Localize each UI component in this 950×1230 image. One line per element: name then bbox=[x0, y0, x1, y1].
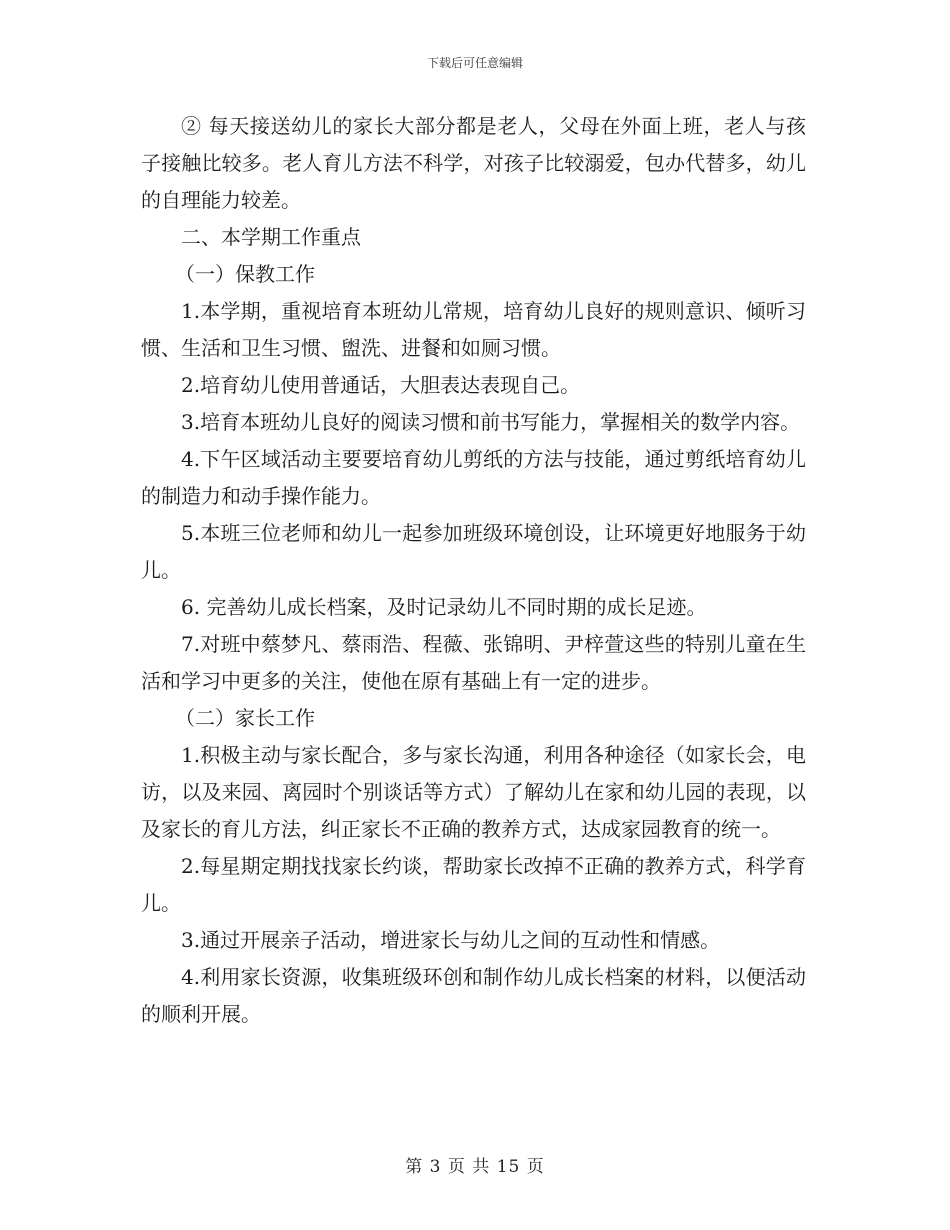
paragraph-parent-item-3: 3.通过开展亲子活动，增进家长与幼儿之间的互动性和情感。 bbox=[181, 928, 721, 952]
paragraph-parent-item-2: 2.每星期定期找找家长约谈，帮助家长改掉不正确的教养方式，科学育儿。 bbox=[141, 854, 806, 915]
section-heading-work-focus: 二、本学期工作重点 bbox=[181, 225, 361, 249]
paragraph-elderly-caregivers: ② 每天接送幼儿的家长大部分都是老人，父母在外面上班，老人与孩子接触比较多。老人育儿方法不科学，对孩子比较溺爱，包办代替多，幼儿的自理能力较差。 bbox=[141, 114, 806, 212]
subsection-heading-parents: （二）家长工作 bbox=[175, 706, 315, 730]
paragraph-item-4: 4.下午区域活动主要要培育幼儿剪纸的方法与技能，通过剪纸培育幼儿的制造力和动手操作能力。 bbox=[141, 447, 806, 508]
paragraph-item-5: 5.本班三位老师和幼儿一起参加班级环境创设，让环境更好地服务于幼儿。 bbox=[141, 521, 806, 582]
paragraph-parent-item-4: 4.利用家长资源，收集班级环创和制作幼儿成长档案的材料，以便活动的顺利开展。 bbox=[141, 965, 806, 1026]
paragraph-item-1: 1.本学期，重视培育本班幼儿常规，培育幼儿良好的规则意识、倾听习惯、生活和卫生习惯、盥洗、进餐和如厕习惯。 bbox=[141, 299, 806, 360]
paragraph-parent-item-1: 1.积极主动与家长配合，多与家长沟通，利用各种途径（如家长会，电访，以及来园、离园时个别谈话等方式）了解幼儿在家和幼儿园的表现，以及家长的育儿方法，纠正家长不正确的教养方式，达成家园教育的统一。 bbox=[141, 743, 806, 841]
document-body bbox=[141, 108, 806, 1033]
paragraph-item-6: 6. 完善幼儿成长档案，及时记录幼儿不同时期的成长足迹。 bbox=[181, 595, 707, 619]
page-number-footer: 第 3 页 共 15 页 bbox=[405, 1157, 545, 1177]
paragraph-item-3: 3.培育本班幼儿良好的阅读习惯和前书写能力，掌握相关的数学内容。 bbox=[181, 410, 801, 434]
subsection-heading-teaching: （一）保教工作 bbox=[175, 262, 315, 286]
paragraph-item-7: 7.对班中蔡梦凡、蔡雨浩、程薇、张锦明、尹梓萱这些的特别儿童在生活和学习中更多的关注，使他在原有基础上有一定的进步。 bbox=[141, 632, 806, 693]
page-header: 下载后可任意编辑 bbox=[426, 56, 523, 70]
paragraph-item-2: 2.培育幼儿使用普通话，大胆表达表现自己。 bbox=[181, 373, 581, 397]
